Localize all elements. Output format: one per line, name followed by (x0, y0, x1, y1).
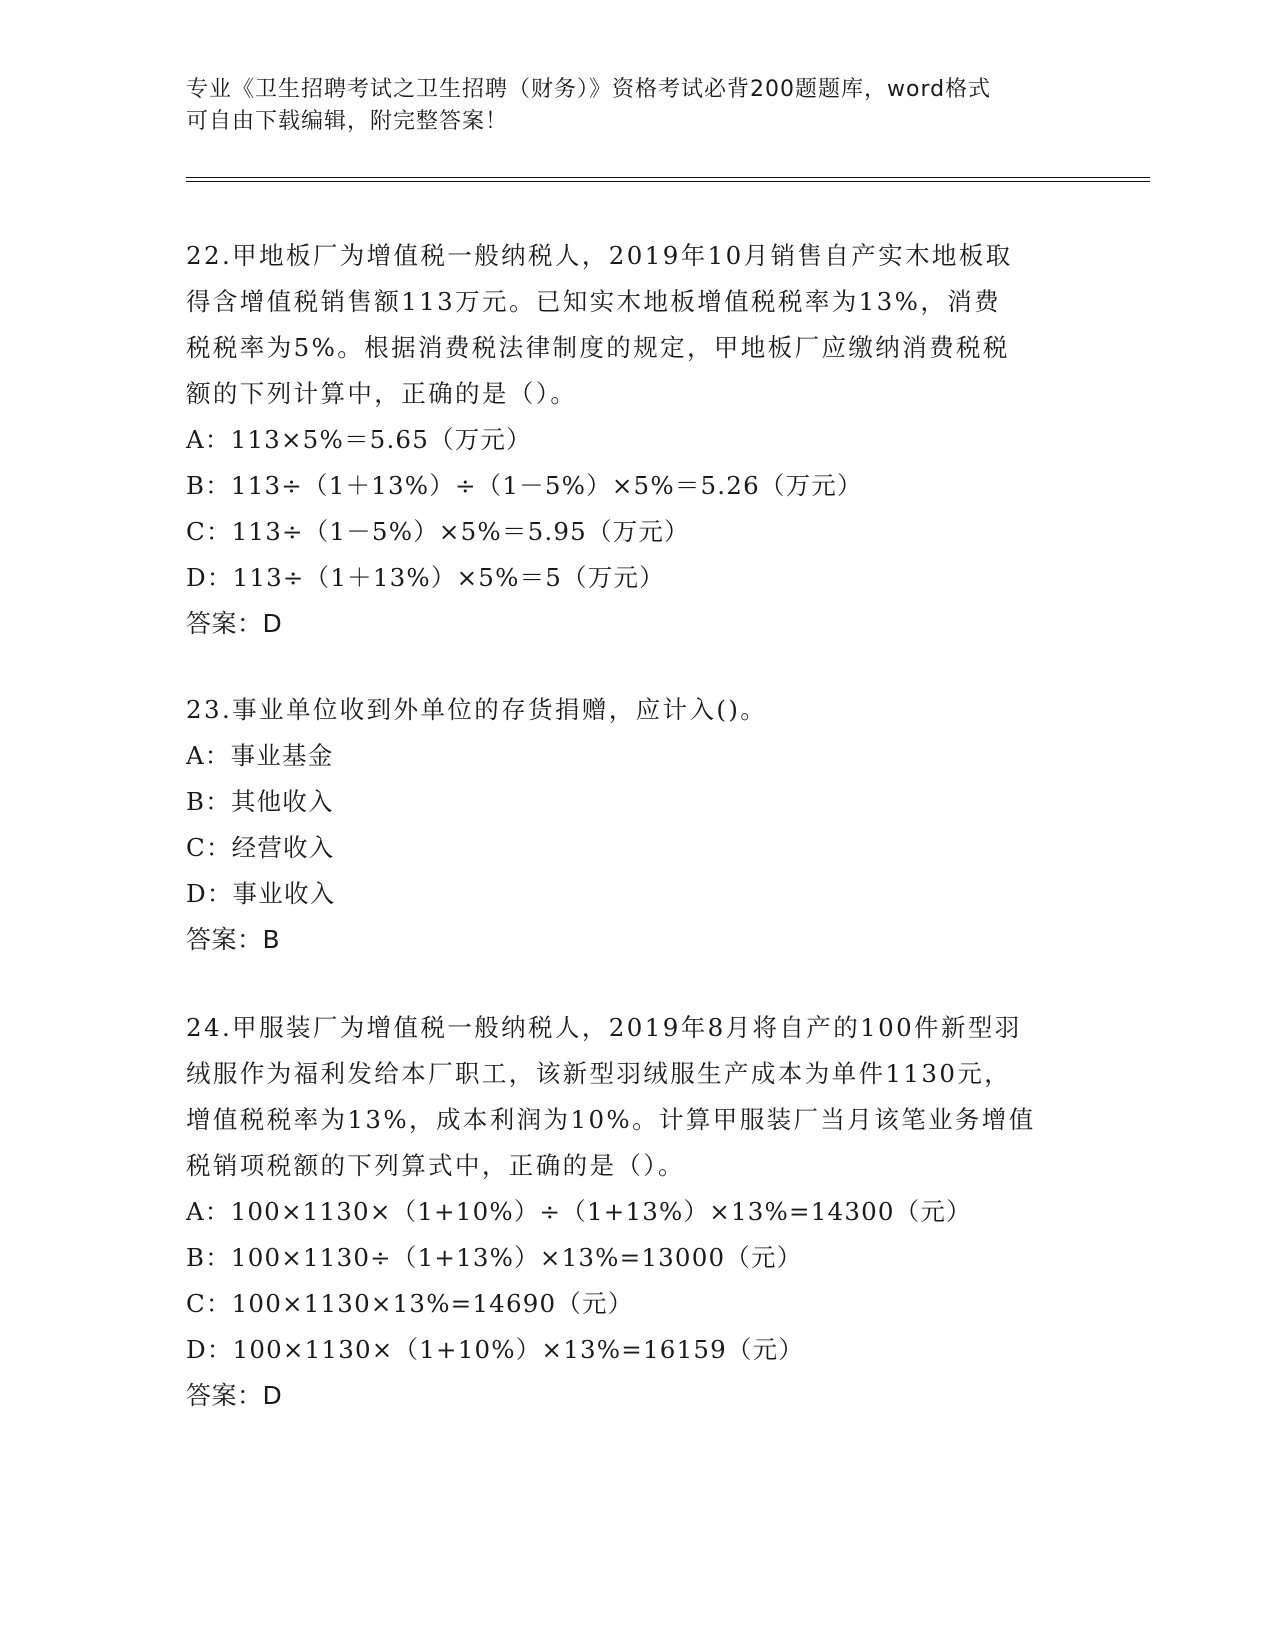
question-stem-line: 22.甲地板厂为增值税一般纳税人，2019年10月销售自产实木地板取 (186, 241, 1013, 270)
question-stem-line: 额的下列计算中，正确的是（）。 (186, 379, 578, 408)
option-c: C：100×1130×13%=14690（元） (186, 1289, 634, 1318)
option-c: C：经营收入 (186, 833, 335, 862)
option-d: D：100×1130×（1+10%）×13%=16159（元） (186, 1335, 805, 1364)
question-23 (186, 687, 1106, 963)
question-stem-line: 税销项税额的下列算式中，正确的是（）。 (186, 1151, 685, 1180)
question-stem-line: 税税率为5%。根据消费税法律制度的规定，甲地板厂应缴纳消费税税 (186, 333, 1010, 362)
question-stem-line: 23.事业单位收到外单位的存货捐赠，应计入()。 (186, 695, 768, 724)
question-stem-line: 增值税税率为13%，成本利润为10%。计算甲服装厂当月该笔业务增值 (186, 1105, 1036, 1134)
question-24 (186, 1005, 1106, 1419)
option-b: B：其他收入 (186, 787, 334, 816)
option-a: A：事业基金 (186, 741, 334, 770)
option-a: A：113×5%＝5.65（万元） (186, 425, 532, 454)
option-b: B：113÷（1＋13%）÷（1－5%）×5%＝5.26（万元） (186, 471, 863, 500)
option-d: D：事业收入 (186, 879, 336, 908)
option-c: C：113÷（1－5%）×5%＝5.95（万元） (186, 517, 690, 546)
question-22 (186, 233, 1106, 647)
document-header (186, 74, 1086, 138)
header-divider-top (186, 177, 1150, 178)
answer-line: 答案：B (186, 925, 281, 954)
header-title-line-1: 专业《卫生招聘考试之卫生招聘（财务）》资格考试必背200题题库，word格式 (186, 77, 992, 102)
option-d: D：113÷（1＋13%）×5%＝5（万元） (186, 563, 665, 592)
option-a: A：100×1130×（1+10%）÷（1+13%）×13%=14300（元） (186, 1197, 972, 1226)
answer-line: 答案：D (186, 1381, 283, 1410)
question-stem-line: 24.甲服装厂为增值税一般纳税人，2019年8月将自产的100件新型羽 (186, 1013, 1022, 1042)
header-title-line-2: 可自由下载编辑，附完整答案！ (186, 109, 509, 134)
option-b: B：100×1130÷（1+13%）×13%=13000（元） (186, 1243, 803, 1272)
question-stem-line: 绒服作为福利发给本厂职工，该新型羽绒服生产成本为单件1130元， (186, 1059, 1012, 1088)
header-divider-bottom (186, 181, 1150, 182)
question-stem-line: 得含增值税销售额113万元。已知实木地板增值税税率为13%，消费 (186, 287, 1002, 316)
answer-line: 答案：D (186, 609, 283, 638)
